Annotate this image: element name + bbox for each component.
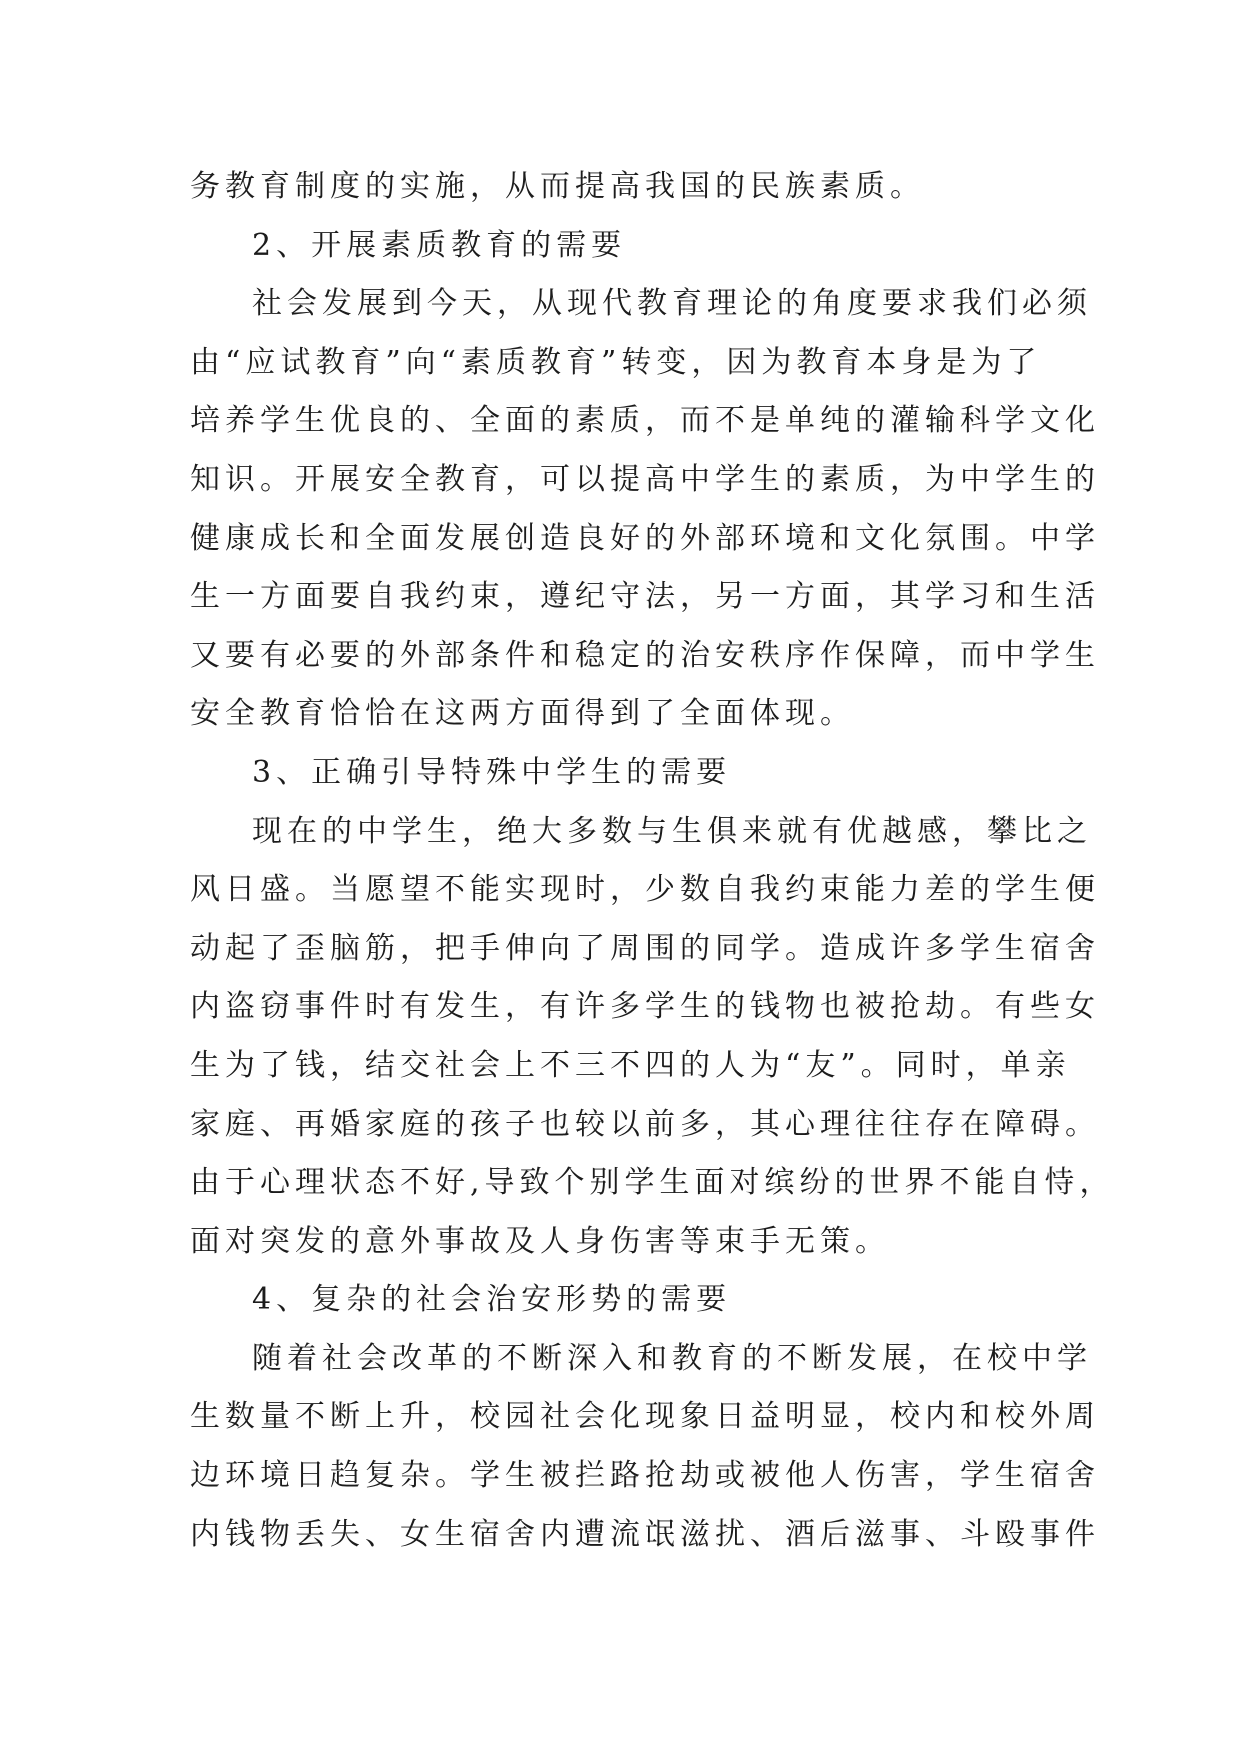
text-line: 生为了钱，结交社会上不三不四的人为“友”。同时，单亲 bbox=[190, 1047, 1071, 1083]
section-heading: 2、开展素质教育的需要 bbox=[252, 227, 627, 263]
text-line: 知识。开展安全教育，可以提高中学生的素质，为中学生的 bbox=[190, 461, 1100, 497]
text-line: 风日盛。当愿望不能实现时，少数自我约束能力差的学生便 bbox=[190, 872, 1100, 908]
text-line: 边环境日趋复杂。学生被拦路抢劫或被他人伤害，学生宿舍 bbox=[190, 1458, 1100, 1494]
text-line: 面对突发的意外事故及人身伤害等束手无策。 bbox=[190, 1223, 890, 1259]
text-line: 生数量不断上升，校园社会化现象日益明显，校内和校外周 bbox=[190, 1399, 1100, 1435]
text-line: 又要有必要的外部条件和稳定的治安秩序作保障，而中学生 bbox=[190, 637, 1100, 673]
section-heading: 4、复杂的社会治安形势的需要 bbox=[252, 1282, 732, 1318]
body-text bbox=[190, 158, 1115, 1564]
text-line: 内钱物丢失、女生宿舍内遭流氓滋扰、酒后滋事、斗殴事件 bbox=[190, 1516, 1100, 1552]
text-line: 健康成长和全面发展创造良好的外部环境和文化氛围。中学 bbox=[190, 520, 1100, 556]
text-line: 内盗窃事件时有发生，有许多学生的钱物也被抢劫。有些女 bbox=[190, 989, 1100, 1025]
text-line: 动起了歪脑筋，把手伸向了周围的同学。造成许多学生宿舍 bbox=[190, 930, 1100, 966]
text-line: 务教育制度的实施，从而提高我国的民族素质。 bbox=[190, 169, 925, 204]
text-line: 生一方面要自我约束，遵纪守法，另一方面，其学习和生活 bbox=[190, 579, 1100, 615]
section-heading: 3、正确引导特殊中学生的需要 bbox=[252, 754, 732, 790]
paragraph-start: 社会发展到今天，从现代教育理论的角度要求我们必须 bbox=[252, 286, 1092, 322]
text-line: 由“应试教育”向“素质教育”转变，因为教育本身是为了 bbox=[190, 344, 1042, 380]
paragraph-start: 现在的中学生，绝大多数与生俱来就有优越感，攀比之 bbox=[252, 813, 1092, 849]
text-line: 培养学生优良的、全面的素质，而不是单纯的灌输科学文化 bbox=[190, 403, 1100, 439]
text-line: 由于心理状态不好,导致个别学生面对缤纷的世界不能自恃， bbox=[190, 1165, 1115, 1201]
paragraph-start: 随着社会改革的不断深入和教育的不断发展，在校中学 bbox=[252, 1340, 1092, 1376]
text-line: 家庭、再婚家庭的孩子也较以前多，其心理往往存在障碍。 bbox=[190, 1106, 1100, 1142]
text-line: 安全教育恰恰在这两方面得到了全面体现。 bbox=[190, 696, 855, 732]
